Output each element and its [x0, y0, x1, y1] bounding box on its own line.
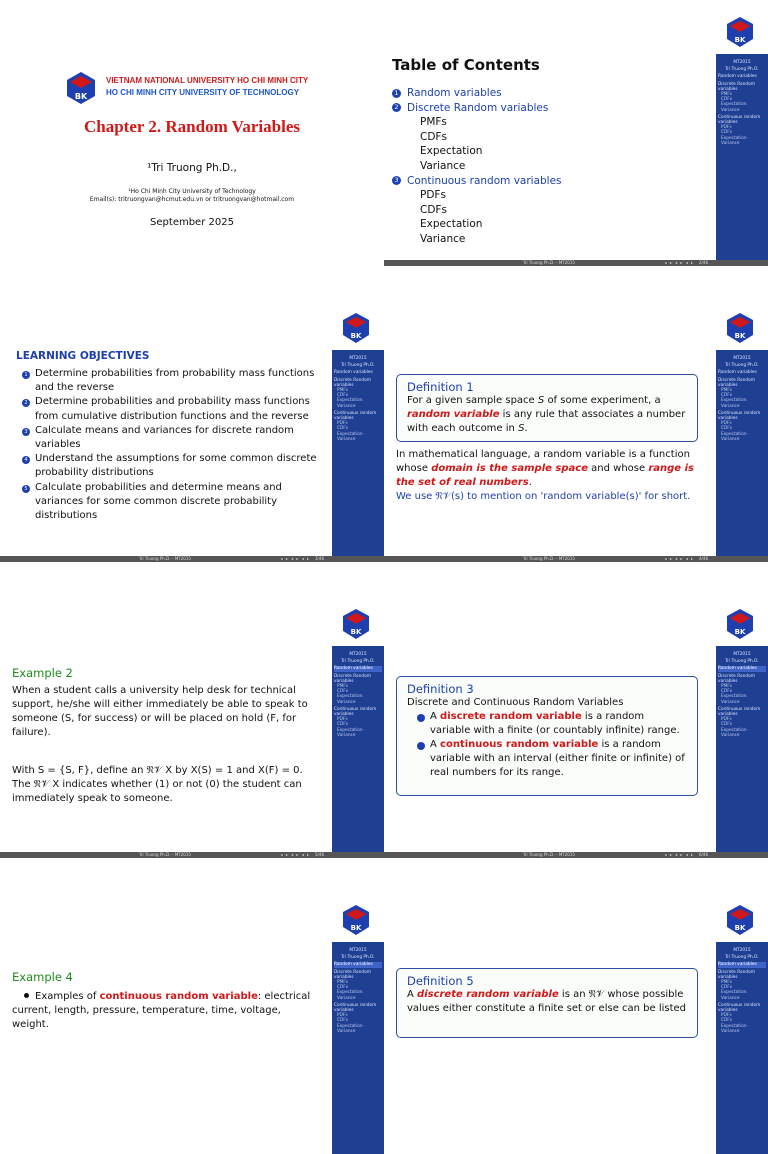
- toc-item-3[interactable]: 3 Continuous random variables: [392, 174, 562, 189]
- sidebar-subitem[interactable]: PDFs: [721, 125, 732, 131]
- toc-sub[interactable]: PMFs: [420, 116, 447, 129]
- sidebar-subitem[interactable]: CDFs: [721, 689, 733, 695]
- svg-text:BK: BK: [350, 628, 362, 636]
- sidebar-subitem[interactable]: Variance: [337, 1028, 356, 1034]
- sidebar-author: Tri Truong Ph.D.: [725, 955, 759, 961]
- sidebar-nav: [716, 646, 768, 858]
- sidebar-subitem[interactable]: Variance: [721, 436, 740, 442]
- sidebar-subitem[interactable]: CDFs: [721, 1018, 733, 1024]
- bk-logo-icon: [341, 904, 371, 936]
- toc-sub[interactable]: Expectation: [420, 218, 483, 231]
- definition-title: Definition 3: [407, 682, 474, 696]
- sidebar-subitem[interactable]: Expectation: [337, 1023, 363, 1029]
- sidebar-subitem[interactable]: PDFs: [337, 717, 348, 723]
- slide-example-4: [0, 888, 384, 1034]
- sidebar-subitem[interactable]: Expectation: [337, 990, 363, 996]
- sidebar-subitem[interactable]: CDFs: [721, 130, 733, 136]
- sidebar-subitem[interactable]: Expectation: [337, 398, 363, 404]
- slide-title: [0, 0, 384, 296]
- example-text: Examples of continuous random variable: electrical current, length, pressure, temperature, time, voltage, weight.: [12, 991, 311, 1030]
- sidebar-item-discrete[interactable]: Discrete Random variables: [718, 377, 755, 388]
- sidebar-subitem[interactable]: PMFs: [721, 980, 733, 986]
- example-text-2: With S = {S, F}, define an 𝔑𝒱 X by X(S) = 1 and X(F) = 0. The 𝔑𝒱 X indicates whether (1) or not (0) the student can immediately speak to someone.: [12, 765, 303, 804]
- sidebar-subitem[interactable]: PDFs: [337, 421, 348, 427]
- footer-author: Tri Truong Ph.D. – MT2015: [523, 556, 575, 561]
- svg-text:BK: BK: [350, 924, 362, 932]
- sidebar-subitem[interactable]: Variance: [721, 995, 740, 1001]
- sidebar-author: Tri Truong Ph.D.: [341, 955, 375, 961]
- sidebar-nav: [716, 350, 768, 562]
- sidebar-item-discrete[interactable]: Discrete Random variables: [718, 673, 755, 684]
- slide-footer: [0, 852, 384, 858]
- sidebar-subitem[interactable]: Variance: [337, 995, 356, 1001]
- toc-sub[interactable]: CDFs: [420, 130, 447, 143]
- bk-logo-icon: [725, 608, 755, 640]
- svg-text:BK: BK: [734, 924, 746, 932]
- sidebar-subitem[interactable]: CDFs: [337, 722, 349, 728]
- sidebar-nav: [716, 942, 768, 1154]
- example-title: Example 4: [12, 970, 73, 984]
- sidebar-subitem[interactable]: Expectation: [337, 694, 363, 700]
- svg-text:BK: BK: [350, 332, 362, 340]
- svg-text:BK: BK: [734, 628, 746, 636]
- sidebar-subitem[interactable]: Expectation: [721, 431, 747, 437]
- sidebar-subitem[interactable]: PMFs: [337, 388, 349, 394]
- definition-box: [396, 374, 698, 442]
- svg-text:BK: BK: [74, 92, 88, 101]
- bk-logo-icon: [725, 312, 755, 344]
- toc-sub[interactable]: CDFs: [420, 203, 447, 216]
- bk-logo-icon: [64, 70, 98, 106]
- definition-title: Definition 1: [407, 380, 474, 394]
- sidebar-subitem[interactable]: PMFs: [721, 684, 733, 690]
- university-name: VIETNAM NATIONAL UNIVERSITY HO CHI MINH CITY: [106, 76, 309, 85]
- footer-nav-icons[interactable]: ◂ ▸ ◂ ▸ ◂ ▸: [280, 556, 310, 561]
- sidebar-item-random-variables[interactable]: Random variables: [334, 666, 382, 671]
- sidebar-item-continuous[interactable]: Continuous random variables: [334, 1002, 377, 1014]
- footer-page-number: 5/46: [315, 852, 324, 857]
- sidebar-subitem[interactable]: Expectation: [721, 398, 747, 404]
- sidebar-subitem[interactable]: CDFs: [337, 689, 349, 695]
- sidebar-course: MT2015: [349, 652, 367, 657]
- sidebar-subitem[interactable]: CDFs: [721, 393, 733, 399]
- sidebar-author: Tri Truong Ph.D.: [725, 363, 759, 369]
- sidebar-subitem[interactable]: Variance: [721, 403, 740, 409]
- sidebar-item-random-variables[interactable]: Random variables: [718, 370, 757, 376]
- list-item: 1 Determine probabilities from probability mass functions and the reverse: [22, 367, 322, 395]
- list-item: 3 Calculate means and variances for discrete random variables: [22, 424, 322, 452]
- sidebar-subitem[interactable]: Expectation: [721, 727, 747, 733]
- sidebar-author: Tri Truong Ph.D.: [725, 659, 759, 665]
- footer-nav-icons[interactable]: ◂ ▸ ◂ ▸ ◂ ▸: [280, 852, 310, 857]
- slide-definition-5: [384, 888, 768, 1034]
- sidebar-item-continuous[interactable]: Continuous random variables: [718, 114, 761, 126]
- list-item: 5 Calculate probabilities and determine means and variances for some common discrete probability distributions: [22, 481, 322, 524]
- list-item: A discrete random variable is a random variable with a finite (or countably infinite) range.: [407, 710, 687, 738]
- sidebar-nav: [332, 350, 384, 562]
- sidebar-item-discrete[interactable]: Discrete Random variables: [718, 81, 755, 92]
- bk-logo-icon: [725, 904, 755, 936]
- slide-definition-3: [384, 592, 768, 888]
- svg-text:BK: BK: [734, 332, 746, 340]
- sidebar-item-random-variables[interactable]: Random variables: [718, 74, 757, 80]
- toc-sub[interactable]: PDFs: [420, 189, 446, 202]
- toc-list: [392, 86, 562, 247]
- sidebar-nav: [716, 54, 768, 266]
- sidebar-item-continuous[interactable]: Continuous random variables: [718, 410, 761, 422]
- sidebar-subitem[interactable]: PDFs: [721, 421, 732, 427]
- slide-example-2: [0, 592, 384, 888]
- sidebar-item-random-variables[interactable]: Random variables: [334, 962, 382, 967]
- slide-footer: [384, 556, 768, 562]
- sidebar-nav: [332, 646, 384, 858]
- sidebar-subitem[interactable]: PMFs: [721, 92, 733, 98]
- sidebar-subitem[interactable]: Variance: [721, 1028, 740, 1034]
- sidebar-subitem[interactable]: Variance: [337, 436, 356, 442]
- sidebar-author: Tri Truong Ph.D.: [341, 659, 375, 665]
- sidebar-subitem[interactable]: Expectation: [721, 694, 747, 700]
- bk-logo-icon: [725, 16, 755, 48]
- footer-page-number: 4/46: [699, 556, 708, 561]
- sidebar-subitem[interactable]: CDFs: [337, 426, 349, 432]
- sidebar-subitem[interactable]: Variance: [337, 699, 356, 705]
- footer-author: Tri Truong Ph.D. – MT2015: [523, 260, 575, 265]
- bk-logo-icon: [341, 312, 371, 344]
- definition-list: [407, 710, 687, 780]
- author: ¹Tri Truong Ph.D.,: [147, 162, 237, 174]
- university-subname: HO CHI MINH CITY UNIVERSITY OF TECHNOLOGY: [106, 88, 300, 97]
- footer-nav-icons[interactable]: ◂ ▸ ◂ ▸ ◂ ▸: [664, 852, 694, 857]
- sidebar-subitem[interactable]: PDFs: [721, 717, 732, 723]
- definition-box: [396, 676, 698, 796]
- sidebar-subitem[interactable]: Variance: [337, 732, 356, 738]
- definition-subtitle: Discrete and Continuous Random Variables: [407, 697, 624, 708]
- slide-footer: [384, 260, 768, 266]
- sidebar-subitem[interactable]: Variance: [721, 140, 740, 146]
- sidebar-subitem[interactable]: Variance: [721, 699, 740, 705]
- sidebar-subitem[interactable]: Expectation: [721, 102, 747, 108]
- sidebar-subitem[interactable]: Variance: [721, 107, 740, 113]
- sidebar-subitem[interactable]: PMFs: [337, 980, 349, 986]
- affiliation: ¹Ho Chi Minh City University of Technology Email(s): tritruongvan@hcmut.edu.vn or tritruongvan@hotmail.com: [89, 188, 295, 203]
- sidebar-course: MT2015: [349, 356, 367, 361]
- objectives-heading: LEARNING OBJECTIVES: [16, 350, 150, 362]
- footer-author: Tri Truong Ph.D. – MT2015: [523, 852, 575, 857]
- slide-objectives: [0, 296, 384, 592]
- sidebar-nav: [332, 942, 384, 1154]
- example-text: When a student calls a university help desk for technical support, he/she will either immediately be able to speak to someone (S, for success) or will be placed on hold (F, for failure).: [12, 685, 308, 738]
- sidebar-subitem[interactable]: PDFs: [721, 1013, 732, 1019]
- sidebar-item-continuous[interactable]: Continuous random variables: [334, 410, 377, 422]
- objectives-list: [22, 367, 322, 523]
- sidebar-item-discrete[interactable]: Discrete Random variables: [718, 969, 755, 980]
- slide-toc: [384, 0, 768, 296]
- sidebar-subitem[interactable]: Variance: [721, 732, 740, 738]
- slide-definition-1: [384, 296, 768, 592]
- sidebar-author: Tri Truong Ph.D.: [725, 67, 759, 73]
- sidebar-course: MT2015: [349, 948, 367, 953]
- sidebar-subitem[interactable]: CDFs: [721, 97, 733, 103]
- sidebar-subitem[interactable]: PDFs: [337, 1013, 348, 1019]
- sidebar-item-random-variables[interactable]: Random variables: [334, 370, 373, 376]
- toc-heading: Table of Contents: [392, 56, 540, 74]
- toc-sub[interactable]: Variance: [420, 232, 466, 245]
- date: September 2025: [150, 217, 234, 228]
- footer-author: Tri Truong Ph.D. – MT2015: [139, 556, 191, 561]
- sidebar-item-continuous[interactable]: Continuous random variables: [334, 706, 377, 718]
- sidebar-item-random-variables[interactable]: Random variables: [718, 666, 766, 671]
- sidebar-item-discrete[interactable]: Discrete Random variables: [334, 673, 371, 684]
- sidebar-item-discrete[interactable]: Discrete Random variables: [334, 377, 371, 388]
- footer-page-number: 3/46: [315, 556, 324, 561]
- sidebar-subitem[interactable]: PMFs: [721, 388, 733, 394]
- definition-box: [396, 968, 698, 1038]
- toc-item-1[interactable]: 1 Random variables: [392, 86, 562, 101]
- sidebar-course: MT2015: [733, 948, 751, 953]
- sidebar-subitem[interactable]: Expectation: [721, 135, 747, 141]
- toc-item-2[interactable]: 2 Discrete Random variables: [392, 101, 562, 116]
- footer-nav-icons[interactable]: ◂ ▸ ◂ ▸ ◂ ▸: [664, 556, 694, 561]
- sidebar-subitem[interactable]: CDFs: [337, 393, 349, 399]
- sidebar-subitem[interactable]: Expectation: [721, 1023, 747, 1029]
- footer-author: Tri Truong Ph.D. – MT2015: [139, 852, 191, 857]
- sidebar-subitem[interactable]: Expectation: [337, 727, 363, 733]
- sidebar-item-continuous[interactable]: Continuous random variables: [718, 1002, 761, 1014]
- sidebar-subitem[interactable]: PMFs: [337, 684, 349, 690]
- toc-sub[interactable]: Variance: [420, 159, 466, 172]
- definition-text: A discrete random variable is an 𝔑𝒱 whose possible values either constitute a finite set or else can be listed: [407, 989, 687, 1014]
- sidebar-subitem[interactable]: Expectation: [337, 431, 363, 437]
- sidebar-subitem[interactable]: Variance: [337, 403, 356, 409]
- sidebar-item-continuous[interactable]: Continuous random variables: [718, 706, 761, 718]
- sidebar-course: MT2015: [733, 356, 751, 361]
- footer-nav-icons[interactable]: ◂ ▸ ◂ ▸ ◂ ▸: [664, 260, 694, 265]
- svg-text:BK: BK: [734, 36, 746, 44]
- sidebar-item-random-variables[interactable]: Random variables: [718, 962, 766, 967]
- sidebar-subitem[interactable]: CDFs: [721, 985, 733, 991]
- sidebar-subitem[interactable]: Expectation: [721, 990, 747, 996]
- toc-sub[interactable]: Expectation: [420, 145, 483, 158]
- list-item: 2 Determine probabilities and probability mass functions from cumulative distribution functions and the reverse: [22, 395, 322, 423]
- list-item: A continuous random variable is a random variable with an interval (either finite or infinite) of real numbers for its range.: [407, 738, 687, 780]
- sidebar-subitem[interactable]: CDFs: [721, 722, 733, 728]
- definition-explanation: In mathematical language, a random variable is a function whose domain is the sample space and whose range is the set of real numbers. We use 𝔑𝒱(s) to mention on 'random variable(s)' for short.: [396, 449, 694, 502]
- list-item: 4 Understand the assumptions for some common discrete probability distributions: [22, 452, 322, 480]
- footer-page-number: 2/46: [699, 260, 708, 265]
- sidebar-item-discrete[interactable]: Discrete Random variables: [334, 969, 371, 980]
- slide-footer: [384, 852, 768, 858]
- slide-footer: [0, 556, 384, 562]
- sidebar-subitem[interactable]: CDFs: [721, 426, 733, 432]
- example-title: Example 2: [12, 666, 73, 680]
- definition-title: Definition 5: [407, 974, 474, 988]
- chapter-title: Chapter 2. Random Variables: [84, 117, 300, 136]
- sidebar-course: MT2015: [733, 60, 751, 65]
- sidebar-subitem[interactable]: CDFs: [337, 1018, 349, 1024]
- definition-text: For a given sample space S of some experiment, a random variable is any rule that associates a number with each outcome in S.: [407, 395, 686, 434]
- bk-logo-icon: [341, 608, 371, 640]
- sidebar-course: MT2015: [733, 652, 751, 657]
- sidebar-author: Tri Truong Ph.D.: [341, 363, 375, 369]
- sidebar-subitem[interactable]: CDFs: [337, 985, 349, 991]
- footer-page-number: 6/46: [699, 852, 708, 857]
